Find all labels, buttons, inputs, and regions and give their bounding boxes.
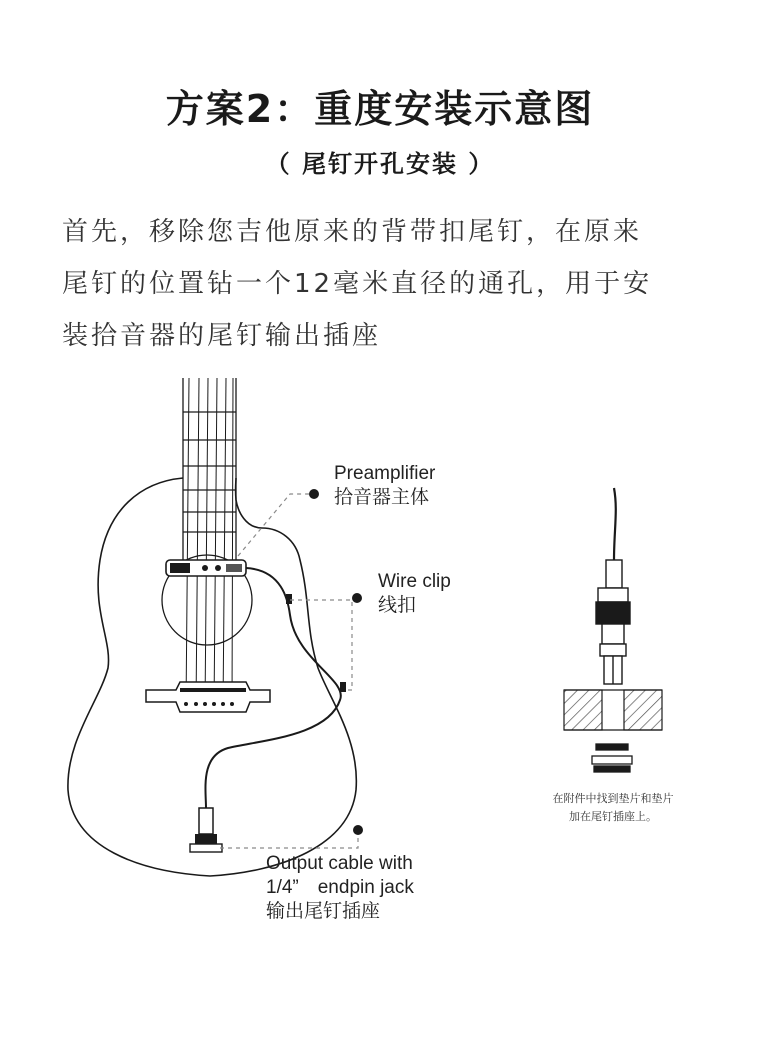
guitar-bridge	[146, 682, 270, 712]
wire-clip-marker	[286, 594, 292, 604]
wire-clip-label-en: Wire clip	[378, 571, 451, 592]
output-callout	[266, 852, 414, 924]
washer-parts	[592, 744, 632, 772]
wire-clip-callout	[378, 570, 451, 618]
wire-clip-label-cn: 线扣	[378, 595, 417, 616]
jack-detail	[596, 488, 630, 684]
guitar-neck	[183, 378, 236, 560]
output-label-cn: 输出尾钉插座	[266, 901, 381, 922]
page-subtitle: （ 尾钉开孔安装 ）	[265, 150, 495, 178]
preamplifier-unit	[166, 560, 246, 576]
endpin-jack	[190, 808, 222, 852]
output-label-en-1: Output cable with	[266, 853, 413, 874]
preamp-callout	[334, 462, 435, 510]
intro-line: 尾钉的位置钻一个12毫米直径的通孔，用于安	[62, 269, 653, 299]
jack-note	[518, 790, 708, 826]
output-label-en-2: 1/4” endpin jack	[266, 877, 414, 898]
jack-note-line: 加在尾钉插座上。	[569, 810, 657, 823]
intro-line: 首先，移除您吉他原来的背带扣尾钉，在原来	[62, 217, 643, 247]
intro-line: 装拾音器的尾钉输出插座	[62, 321, 382, 351]
preamp-label-cn: 拾音器主体	[334, 487, 430, 508]
preamp-label-en: Preamplifier	[334, 463, 436, 484]
callout-dots	[309, 489, 363, 835]
jack-note-line: 在附件中找到垫片和垫片	[552, 792, 674, 805]
guitar-strings	[186, 378, 233, 708]
leader-lines	[220, 494, 358, 848]
frets	[183, 412, 236, 532]
guitar-wood-section	[564, 690, 662, 730]
page-title: 方案2：重度安装示意图	[165, 87, 595, 131]
